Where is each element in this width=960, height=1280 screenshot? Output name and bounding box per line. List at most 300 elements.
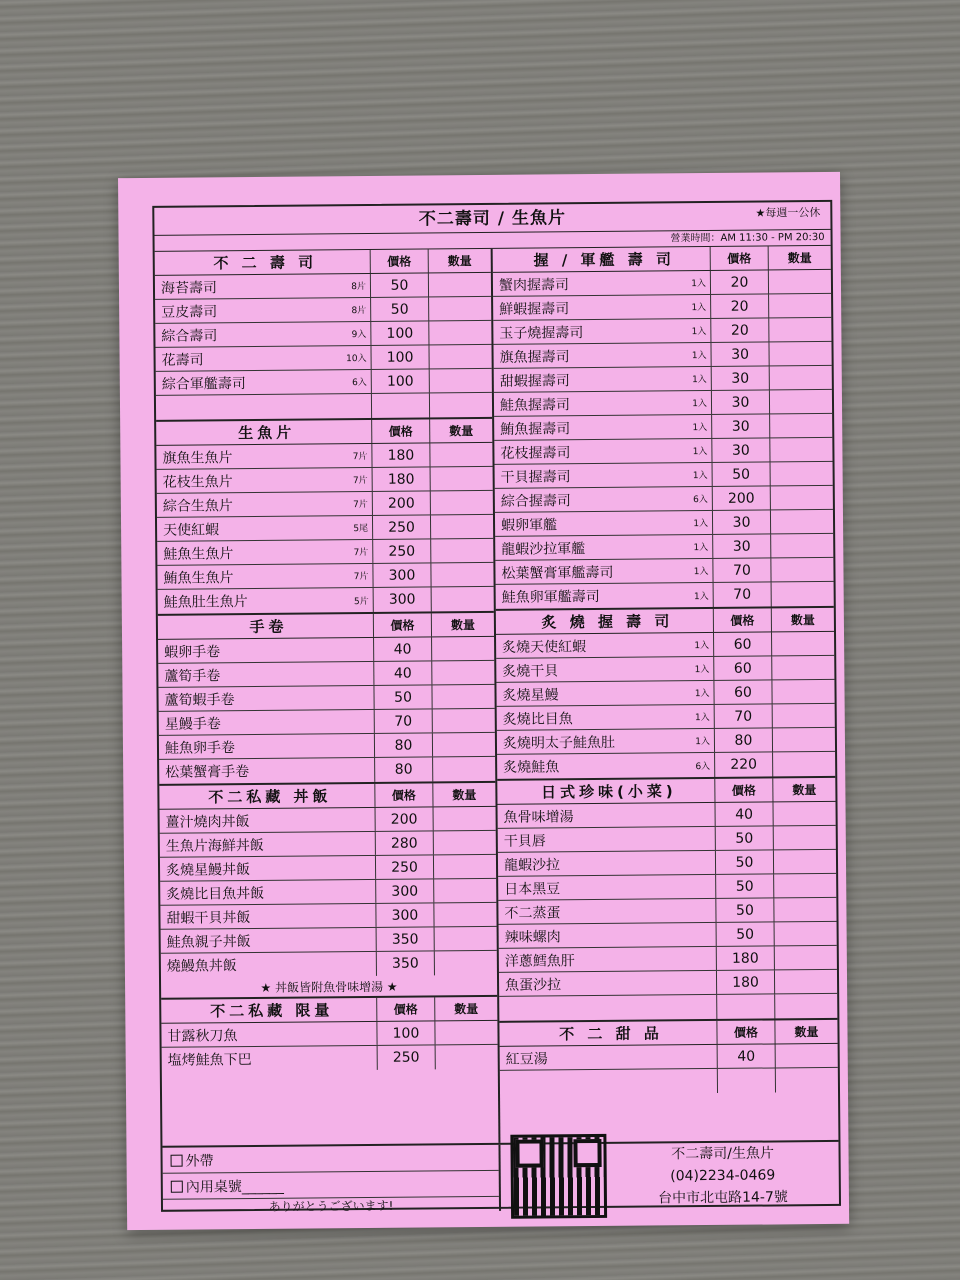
item-name-cell xyxy=(160,832,376,857)
item-unit: 8片 xyxy=(351,281,367,293)
menu-item-row[interactable] xyxy=(158,587,494,614)
menu-item-row[interactable] xyxy=(498,898,836,925)
item-price: 350 xyxy=(377,927,435,951)
item-name-cell xyxy=(158,638,374,663)
quantity-field[interactable] xyxy=(432,587,494,612)
menu-columns xyxy=(155,246,839,1146)
closed-notice: ★每週一公休 xyxy=(755,206,821,220)
item-price: 80 xyxy=(375,733,433,757)
item-price: 30 xyxy=(712,366,770,390)
item-name-cell xyxy=(495,511,713,536)
price-header: 價格 xyxy=(377,997,435,1021)
quantity-field[interactable] xyxy=(434,855,496,879)
section-title: 不二私藏 限量 xyxy=(161,998,377,1023)
quantity-field[interactable] xyxy=(771,534,833,558)
menu-item-row[interactable] xyxy=(160,807,496,834)
menu-item-row[interactable] xyxy=(157,563,493,590)
menu-item-row[interactable] xyxy=(497,704,835,731)
section-header xyxy=(159,783,495,810)
item-price: 80 xyxy=(375,757,433,782)
section-title: 不 二 甜 品 xyxy=(499,1021,717,1046)
item-price: 30 xyxy=(712,414,770,438)
item-name: 甘露秋刀魚 xyxy=(167,1027,238,1045)
quantity-field[interactable] xyxy=(434,903,496,927)
quantity-field[interactable] xyxy=(771,462,833,486)
price-header: 價格 xyxy=(375,783,433,807)
quantity-field[interactable] xyxy=(775,922,837,946)
item-unit: 1入 xyxy=(691,351,707,362)
item-unit: 7片 xyxy=(352,475,368,487)
item-name: 干貝握壽司 xyxy=(500,468,571,486)
item-name: 蝦卵手卷 xyxy=(164,643,221,661)
item-name-cell xyxy=(159,710,375,735)
quantity-field[interactable] xyxy=(429,297,491,321)
qty-header: 數量 xyxy=(450,618,475,633)
price-header: 價格 xyxy=(372,419,430,443)
item-name: 燒鰻魚丼飯 xyxy=(166,958,237,975)
blank-cell xyxy=(500,1069,718,1095)
takeout-checkbox[interactable] xyxy=(171,1154,183,1166)
item-name-cell xyxy=(159,758,375,784)
item-price: 50 xyxy=(717,922,775,946)
blank-cell xyxy=(499,995,717,1021)
item-name-cell xyxy=(156,444,372,469)
item-unit: 6入 xyxy=(693,495,708,506)
menu-item-row[interactable] xyxy=(161,951,497,978)
item-name: 綜合生魚片 xyxy=(162,497,233,515)
blank-cell xyxy=(156,394,372,420)
item-unit: 7片 xyxy=(352,451,368,463)
item-name-cell xyxy=(161,928,377,953)
quantity-field[interactable] xyxy=(432,685,494,709)
menu-item-row[interactable] xyxy=(496,632,834,659)
item-unit: 5片 xyxy=(353,596,369,607)
quantity-field[interactable] xyxy=(774,850,836,874)
item-name: 日本黑豆 xyxy=(504,880,561,898)
menu-item-row[interactable] xyxy=(155,345,491,372)
quantity-field[interactable] xyxy=(431,539,493,563)
item-unit: 9入 xyxy=(351,329,367,341)
item-name-cell xyxy=(157,564,373,589)
item-name: 炙燒比目魚丼飯 xyxy=(166,885,265,903)
menu-item-row[interactable] xyxy=(495,486,833,513)
quantity-field[interactable] xyxy=(433,757,495,782)
quantity-field[interactable] xyxy=(435,951,497,976)
item-price: 40 xyxy=(374,637,432,661)
item-name-cell xyxy=(155,322,371,347)
price-header: 價格 xyxy=(371,249,429,273)
order-sheet xyxy=(152,200,841,1212)
menu-item-row[interactable] xyxy=(498,826,836,853)
item-unit: 1入 xyxy=(693,567,709,578)
quantity-field[interactable] xyxy=(773,728,835,752)
item-name: 旗魚握壽司 xyxy=(499,348,570,366)
menu-item-row[interactable] xyxy=(156,369,492,396)
menu-item-row[interactable] xyxy=(493,342,831,369)
menu-item-row[interactable] xyxy=(497,752,835,779)
quantity-field[interactable] xyxy=(431,515,493,539)
item-name: 蝦卵軍艦 xyxy=(500,516,558,534)
quantity-field[interactable] xyxy=(429,273,491,297)
item-name: 天使紅蝦 xyxy=(163,521,220,539)
item-name-cell xyxy=(493,295,711,320)
quantity-field[interactable] xyxy=(769,294,831,318)
section-title: 手卷 xyxy=(158,614,374,639)
item-name: 綜合握壽司 xyxy=(500,492,571,510)
item-price: 60 xyxy=(714,632,772,656)
item-name-cell xyxy=(161,1022,377,1047)
menu-item-row[interactable] xyxy=(160,879,496,906)
item-name-cell xyxy=(155,346,371,371)
menu-section xyxy=(499,1020,838,1095)
item-price: 300 xyxy=(373,563,431,587)
quantity-field[interactable] xyxy=(769,270,831,294)
item-name-cell xyxy=(158,686,374,711)
item-name-cell xyxy=(498,899,716,924)
blank-cell xyxy=(430,393,492,418)
item-unit: 8片 xyxy=(351,305,367,317)
quantity-field[interactable] xyxy=(429,321,491,345)
quantity-field[interactable] xyxy=(773,802,835,826)
item-name-cell xyxy=(493,271,711,296)
section-header xyxy=(493,246,831,273)
item-unit: 1入 xyxy=(692,447,708,458)
menu-item-row[interactable] xyxy=(155,273,491,300)
item-name-cell xyxy=(494,415,712,440)
item-name: 松葉蟹膏手卷 xyxy=(165,764,250,781)
item-name-cell xyxy=(161,952,377,978)
quantity-field[interactable] xyxy=(436,1045,498,1070)
quantity-field[interactable] xyxy=(776,1044,838,1068)
item-name: 薑汁燒肉丼飯 xyxy=(165,813,250,831)
section-header xyxy=(158,613,494,640)
item-price: 180 xyxy=(373,467,431,491)
menu-item-row[interactable] xyxy=(155,297,491,324)
takeout-label: 外帶 xyxy=(185,1152,214,1170)
quantity-field[interactable] xyxy=(769,342,831,366)
quantity-field[interactable] xyxy=(429,345,491,369)
menu-item-row[interactable] xyxy=(494,438,832,465)
shop-phone: (04)2234-0469 xyxy=(670,1167,776,1185)
item-unit: 1入 xyxy=(692,375,707,386)
quantity-field[interactable] xyxy=(434,807,496,831)
price-header: 價格 xyxy=(374,613,432,637)
blank-row xyxy=(156,393,492,420)
item-price: 60 xyxy=(714,656,772,680)
item-price: 70 xyxy=(714,582,772,607)
quantity-field[interactable] xyxy=(773,752,835,777)
blank-cell xyxy=(717,994,775,1019)
menu-title: 不二壽司 / 生魚片 xyxy=(418,208,566,230)
item-name: 甜蝦干貝丼飯 xyxy=(166,909,251,927)
item-name-cell xyxy=(494,391,712,416)
item-name: 塩烤鮭魚下巴 xyxy=(167,1052,252,1069)
item-price: 300 xyxy=(376,879,434,903)
menu-item-row[interactable] xyxy=(496,582,834,609)
price-header: 價格 xyxy=(714,608,772,632)
section-title: 不二私藏 丼飯 xyxy=(159,784,375,809)
blank-cell xyxy=(718,1068,776,1093)
item-price: 100 xyxy=(371,345,429,369)
item-name: 花枝握壽司 xyxy=(500,444,571,462)
quantity-field[interactable] xyxy=(772,680,834,704)
menu-item-row[interactable] xyxy=(156,443,492,470)
quantity-field[interactable] xyxy=(770,438,832,462)
quantity-field[interactable] xyxy=(772,656,834,680)
item-name-cell xyxy=(494,367,712,392)
item-name-cell xyxy=(158,662,374,687)
quantity-field[interactable] xyxy=(770,366,832,390)
item-price: 50 xyxy=(374,685,432,709)
item-price: 50 xyxy=(716,826,774,850)
shop-address: 台中市北屯路14-7號 xyxy=(657,1189,788,1207)
item-unit: 1入 xyxy=(693,543,709,554)
menu-item-row[interactable] xyxy=(159,733,495,760)
quantity-field[interactable] xyxy=(774,874,836,898)
item-name-cell xyxy=(498,875,716,900)
menu-section xyxy=(156,419,494,616)
menu-item-row[interactable] xyxy=(496,680,834,707)
item-price: 30 xyxy=(712,438,770,462)
menu-item-row[interactable] xyxy=(161,927,497,954)
menu-item-row[interactable] xyxy=(500,1044,838,1071)
qty-header: 數量 xyxy=(787,251,812,266)
item-unit: 1入 xyxy=(694,713,710,724)
item-name: 辣味螺肉 xyxy=(504,928,561,946)
item-name-cell xyxy=(499,923,717,948)
quantity-field[interactable] xyxy=(430,443,492,467)
item-price: 70 xyxy=(713,558,771,582)
item-price: 20 xyxy=(711,294,769,318)
item-price: 100 xyxy=(372,369,430,393)
item-name: 鮪魚生魚片 xyxy=(163,569,234,587)
menu-item-row[interactable] xyxy=(158,661,494,688)
item-price: 60 xyxy=(714,680,772,704)
menu-item-row[interactable] xyxy=(159,757,495,784)
item-unit: 1入 xyxy=(693,591,709,602)
quantity-field[interactable] xyxy=(432,637,494,661)
item-name-cell xyxy=(497,729,715,754)
item-price: 30 xyxy=(712,390,770,414)
item-name-cell xyxy=(160,880,376,905)
menu-item-row[interactable] xyxy=(158,685,494,712)
section-header xyxy=(156,419,492,446)
menu-item-row[interactable] xyxy=(497,728,835,755)
item-price: 180 xyxy=(717,970,775,994)
menu-item-row[interactable] xyxy=(160,903,496,930)
qty-header: 數量 xyxy=(454,1002,479,1017)
dine-in-checkbox[interactable] xyxy=(171,1180,183,1192)
quantity-field[interactable] xyxy=(769,318,831,342)
qr-code-icon[interactable] xyxy=(510,1134,607,1219)
menu-item-row[interactable] xyxy=(158,637,494,664)
menu-item-row[interactable] xyxy=(494,366,832,393)
quantity-field[interactable] xyxy=(433,709,495,733)
item-name-cell xyxy=(157,468,373,493)
item-name: 豆皮壽司 xyxy=(161,303,218,321)
item-unit: 6入 xyxy=(695,761,711,772)
menu-item-row[interactable] xyxy=(497,802,835,829)
item-name: 花枝生魚片 xyxy=(162,473,233,491)
item-name: 炙燒明太子鮭魚肚 xyxy=(502,734,616,752)
quantity-field[interactable] xyxy=(435,1021,497,1045)
menu-item-row[interactable] xyxy=(162,1045,498,1072)
item-price: 100 xyxy=(371,321,429,345)
qty-header: 數量 xyxy=(449,424,474,439)
menu-item-row[interactable] xyxy=(498,850,836,877)
item-name-cell xyxy=(497,803,715,828)
price-header: 價格 xyxy=(717,1020,775,1044)
menu-item-row[interactable] xyxy=(157,491,493,518)
item-name-cell xyxy=(496,583,714,609)
item-name: 綜合壽司 xyxy=(161,327,218,345)
dine-in-option[interactable] xyxy=(163,1171,499,1200)
quantity-field[interactable] xyxy=(772,632,834,656)
item-price: 180 xyxy=(372,443,430,467)
menu-item-row[interactable] xyxy=(495,510,833,537)
blank-row xyxy=(499,994,837,1021)
quantity-field[interactable] xyxy=(431,467,493,491)
item-unit: 10入 xyxy=(346,353,367,365)
menu-item-row[interactable] xyxy=(495,462,833,489)
title-bar xyxy=(154,202,830,236)
menu-item-row[interactable] xyxy=(493,270,831,297)
menu-item-row[interactable] xyxy=(493,294,831,321)
menu-item-row[interactable] xyxy=(496,656,834,683)
item-name-cell xyxy=(158,588,374,614)
quantity-field[interactable] xyxy=(774,826,836,850)
quantity-field[interactable] xyxy=(770,414,832,438)
item-name-cell xyxy=(494,439,712,464)
quantity-field[interactable] xyxy=(434,879,496,903)
quantity-field[interactable] xyxy=(775,946,837,970)
item-price: 30 xyxy=(711,342,769,366)
item-name-cell xyxy=(499,971,717,996)
quantity-field[interactable] xyxy=(773,704,835,728)
item-name: 鮭魚親子丼飯 xyxy=(166,933,251,951)
menu-item-row[interactable] xyxy=(495,534,833,561)
menu-item-row[interactable] xyxy=(495,558,833,585)
item-unit: 1入 xyxy=(691,279,707,290)
item-name: 干貝唇 xyxy=(503,832,546,850)
quantity-field[interactable] xyxy=(430,369,492,393)
item-name: 炙燒干貝 xyxy=(502,662,559,680)
menu-item-row[interactable] xyxy=(157,467,493,494)
item-name: 魚骨味增湯 xyxy=(503,808,574,826)
item-price: 70 xyxy=(375,709,433,733)
item-name: 紅豆湯 xyxy=(505,1050,548,1068)
quantity-field[interactable] xyxy=(435,927,497,951)
item-name: 蘆筍手卷 xyxy=(164,667,221,685)
item-price: 50 xyxy=(716,850,774,874)
item-price: 180 xyxy=(717,946,775,970)
menu-item-row[interactable] xyxy=(160,855,496,882)
item-name-cell xyxy=(160,904,376,929)
item-unit: 1入 xyxy=(694,689,710,700)
item-unit: 7片 xyxy=(353,499,368,511)
quantity-field[interactable] xyxy=(431,563,493,587)
menu-item-row[interactable] xyxy=(494,390,832,417)
item-price: 250 xyxy=(373,539,431,563)
menu-item-row[interactable] xyxy=(157,539,493,566)
item-price: 30 xyxy=(713,534,771,558)
menu-item-row[interactable] xyxy=(493,318,831,345)
item-name-cell xyxy=(157,516,373,541)
item-name: 鮭魚肚生魚片 xyxy=(163,594,248,611)
section-header xyxy=(155,249,491,276)
item-name-cell xyxy=(496,681,714,706)
menu-item-row[interactable] xyxy=(157,515,493,542)
quantity-field[interactable] xyxy=(771,558,833,582)
menu-item-row[interactable] xyxy=(159,709,495,736)
item-name-cell xyxy=(497,705,715,730)
item-unit: 1入 xyxy=(694,665,710,676)
item-name: 不二蒸蛋 xyxy=(504,904,561,922)
item-unit: 1入 xyxy=(694,641,710,652)
item-name: 綜合軍艦壽司 xyxy=(161,375,246,393)
item-name: 蘆筍蝦手卷 xyxy=(164,691,235,709)
item-price: 200 xyxy=(376,807,434,831)
order-type xyxy=(162,1145,501,1214)
menu-item-row[interactable] xyxy=(155,321,491,348)
blank-cell xyxy=(372,393,430,418)
section-title: 握 / 軍艦 壽 司 xyxy=(493,247,711,272)
menu-section xyxy=(158,613,495,786)
menu-item-row[interactable] xyxy=(499,970,837,997)
quantity-field[interactable] xyxy=(775,970,837,994)
quantity-field[interactable] xyxy=(774,898,836,922)
item-unit: 1入 xyxy=(695,737,711,748)
qty-header: 數量 xyxy=(452,788,477,803)
quantity-field[interactable] xyxy=(772,582,834,607)
menu-item-row[interactable] xyxy=(494,414,832,441)
quantity-field[interactable] xyxy=(434,831,496,855)
item-unit: 7片 xyxy=(353,547,369,559)
item-name: 旗魚生魚片 xyxy=(162,449,233,467)
quantity-field[interactable] xyxy=(433,733,495,757)
item-price: 50 xyxy=(371,273,429,297)
quantity-field[interactable] xyxy=(771,486,833,510)
item-name-cell xyxy=(156,370,372,395)
item-price: 40 xyxy=(718,1044,776,1068)
item-name: 海苔壽司 xyxy=(160,279,218,297)
donburi-note: ★ 丼飯皆附魚骨味增湯 ★ xyxy=(161,975,497,1000)
item-unit: 1入 xyxy=(692,399,708,410)
item-name: 星鰻手卷 xyxy=(164,715,221,733)
menu-item-row[interactable] xyxy=(499,946,837,973)
takeout-option[interactable] xyxy=(162,1145,498,1174)
item-name: 鮭魚生魚片 xyxy=(163,545,234,563)
item-name: 花壽司 xyxy=(161,351,204,369)
menu-item-row[interactable] xyxy=(498,874,836,901)
quantity-field[interactable] xyxy=(771,510,833,534)
quantity-field[interactable] xyxy=(431,491,493,515)
item-name-cell xyxy=(498,827,716,852)
item-name-cell xyxy=(499,947,717,972)
menu-item-row[interactable] xyxy=(160,831,496,858)
quantity-field[interactable] xyxy=(770,390,832,414)
item-name-cell xyxy=(495,559,713,584)
item-price: 350 xyxy=(377,951,435,976)
item-name: 炙燒星鰻 xyxy=(502,686,559,704)
item-price: 300 xyxy=(374,587,432,612)
menu-section xyxy=(159,783,497,978)
item-unit: 1入 xyxy=(691,303,707,314)
item-name-cell xyxy=(495,535,713,560)
menu-item-row[interactable] xyxy=(161,1021,497,1048)
menu-item-row[interactable] xyxy=(499,922,837,949)
quantity-field[interactable] xyxy=(432,661,494,685)
